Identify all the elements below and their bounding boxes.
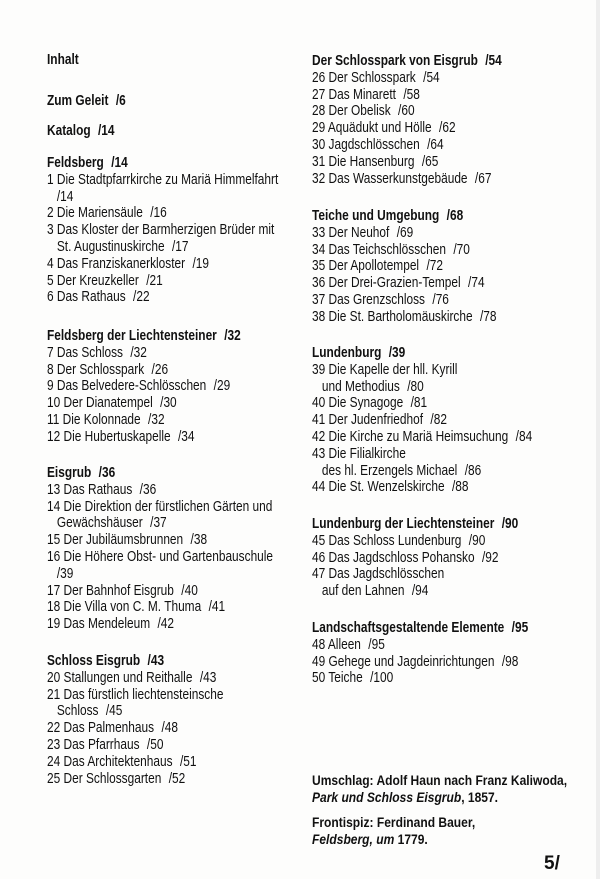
toc-entry — [312, 242, 497, 259]
toc-section — [47, 328, 241, 446]
entry-title: 38 Die St. Bartholomäuskirche — [312, 308, 473, 325]
toc-section — [47, 52, 79, 69]
entry-title: 14 Die Direktion der fürstlichen Gärten und — [47, 498, 273, 515]
toc-entry — [47, 289, 278, 306]
frontispiece-artwork-title: Feldsberg, um — [312, 831, 395, 847]
entry-title: 21 Das fürstlich liechtensteinsche — [47, 686, 224, 703]
toc-entry — [312, 154, 502, 171]
entry-title: 37 Das Grenzschloss — [312, 291, 426, 308]
toc-entry — [312, 379, 532, 396]
entry-title: Gewächshäuser — [56, 515, 143, 532]
entry-title: 31 Die Hansenburg — [312, 153, 415, 170]
toc-entry — [47, 549, 273, 566]
toc-entry — [312, 533, 518, 550]
section-heading — [47, 155, 278, 172]
toc-entry — [312, 637, 528, 654]
page-number: 5/ — [544, 853, 560, 874]
entry-page: /70 — [453, 241, 470, 258]
entry-page: /41 — [208, 599, 226, 616]
entry-title: 17 Der Bahnhof Eisgrub — [47, 582, 174, 599]
entry-page: /100 — [370, 670, 394, 687]
entry-page: /43 — [199, 669, 217, 686]
entry-title: 18 Die Villa von C. M. Thuma — [47, 599, 202, 616]
section-page: /90 — [501, 516, 519, 532]
entry-page: /78 — [479, 308, 497, 325]
toc-entry — [47, 345, 241, 362]
entry-page: /36 — [139, 481, 157, 498]
cover-credit-label: Umschlag: Adolf Haun nach Franz Kaliwoda, — [312, 772, 568, 788]
section-title: Feldsberg — [47, 155, 104, 171]
toc-entry — [312, 225, 497, 242]
entry-title: 32 Das Wasserkunstgebäude — [312, 170, 468, 187]
toc-entry — [47, 670, 223, 687]
entry-page: /98 — [501, 653, 519, 670]
toc-section — [47, 123, 115, 140]
cover-credit — [312, 772, 567, 806]
toc-entry — [312, 103, 502, 120]
toc-entry — [312, 258, 497, 275]
toc-section — [47, 465, 273, 633]
toc-entry — [312, 463, 532, 480]
entry-title: 25 Der Schlossgarten — [47, 770, 162, 787]
frontispiece-credit-label: Frontispiz: Ferdinand Bauer, — [312, 814, 476, 830]
section-page: /54 — [485, 53, 502, 69]
section-heading — [47, 123, 115, 140]
entry-title: 34 Das Teichschlösschen — [312, 241, 446, 258]
toc-section — [47, 653, 223, 787]
toc-section — [312, 620, 528, 687]
entry-title: 22 Das Palmenhaus — [47, 720, 155, 737]
toc-entry — [47, 499, 273, 516]
toc-entry — [47, 532, 273, 549]
toc-entry — [47, 616, 273, 633]
section-heading — [47, 93, 126, 110]
toc-entry — [47, 378, 241, 395]
entry-page: /34 — [177, 428, 195, 445]
toc-entry — [312, 275, 497, 292]
entry-title: 28 Der Obelisk — [312, 103, 391, 120]
cover-artwork-title: Park und Schloss Eisgrub — [312, 789, 462, 805]
cover-year: , 1857. — [461, 789, 499, 805]
entry-page: /38 — [190, 532, 208, 549]
section-title: Lundenburg — [312, 345, 382, 361]
toc-section — [312, 53, 502, 187]
entry-title: 6 Das Rathaus — [47, 289, 126, 306]
toc-entry — [47, 205, 278, 222]
toc-entry — [47, 222, 278, 239]
entry-page: /84 — [515, 428, 533, 445]
entry-page: /16 — [150, 205, 167, 222]
toc-section — [47, 155, 278, 306]
entry-page: /90 — [468, 532, 486, 549]
toc-entry — [47, 273, 278, 290]
entry-title: 41 Der Judenfriedhof — [312, 412, 424, 429]
entry-title: 40 Die Synagoge — [312, 395, 404, 412]
toc-entry — [312, 395, 532, 412]
entry-page: /29 — [213, 378, 231, 395]
entry-page: /69 — [396, 224, 414, 241]
entry-title: 39 Die Kapelle der hll. Kyrill — [312, 361, 458, 378]
toc-entry — [47, 599, 273, 616]
toc-entry — [47, 395, 241, 412]
toc-entry — [312, 120, 502, 137]
entry-page: /52 — [168, 770, 186, 787]
entry-page: /88 — [451, 479, 469, 496]
entry-title: Schloss — [56, 703, 99, 720]
toc-entry — [312, 429, 532, 446]
toc-entry — [312, 446, 532, 463]
section-title: Landschaftsgestaltende Elemente — [312, 620, 505, 636]
entry-title: 9 Das Belvedere-Schlösschen — [47, 378, 207, 395]
entry-page: /17 — [171, 238, 189, 255]
entry-page: /92 — [481, 549, 499, 566]
section-title: Inhalt — [47, 52, 79, 68]
section-title: Der Schlosspark von Eisgrub — [312, 53, 478, 69]
entry-page: /82 — [430, 412, 447, 429]
entry-title: 47 Das Jagdschlösschen — [312, 566, 445, 583]
entry-title: 16 Die Höhere Obst- und Gartenbauschule — [47, 548, 274, 565]
section-heading — [47, 328, 241, 345]
section-page: /95 — [511, 620, 529, 636]
toc-entry — [312, 70, 502, 87]
section-page: /43 — [147, 653, 165, 669]
entry-title: 26 Der Schlosspark — [312, 69, 416, 86]
frontispiece-year: 1779. — [394, 831, 428, 847]
toc-entry — [312, 309, 497, 326]
entry-page: /74 — [468, 275, 485, 292]
section-page: /14 — [97, 123, 115, 139]
entry-page: /64 — [427, 136, 444, 153]
entry-title: 10 Der Dianatempel — [47, 395, 153, 412]
toc-entry — [47, 482, 273, 499]
section-page: /68 — [446, 208, 464, 224]
toc-entry — [312, 479, 532, 496]
toc-entry — [47, 362, 241, 379]
section-page: /14 — [111, 155, 128, 171]
section-heading — [312, 208, 497, 225]
entry-title: 2 Die Mariensäule — [47, 205, 143, 222]
entry-title: 30 Jagdschlösschen — [312, 136, 420, 153]
toc-entry — [312, 362, 532, 379]
section-title: Lundenburg der Liechtensteiner — [312, 516, 495, 532]
section-title: Schloss Eisgrub — [47, 653, 141, 669]
entry-page: /54 — [423, 69, 440, 86]
entry-title: auf den Lahnen — [321, 583, 405, 600]
entry-title: 12 Die Hubertuskapelle — [47, 428, 171, 445]
toc-entry — [47, 737, 223, 754]
entry-page: /21 — [146, 272, 163, 289]
entry-title: 48 Alleen — [312, 636, 361, 653]
entry-title: 33 Der Neuhof — [312, 224, 390, 241]
toc-entry — [312, 566, 518, 583]
toc-entry — [47, 515, 273, 532]
entry-title: 4 Das Franziskanerkloster — [47, 255, 186, 272]
entry-title: 13 Das Rathaus — [47, 481, 133, 498]
section-title: Teiche und Umgebung — [312, 208, 440, 224]
section-page: /32 — [224, 328, 241, 344]
section-title: Katalog — [47, 123, 91, 139]
entry-page: /62 — [439, 120, 456, 137]
toc-entry — [312, 550, 518, 567]
entry-page: /94 — [411, 583, 429, 600]
toc-entry — [312, 583, 518, 600]
entry-page: /39 — [56, 565, 74, 582]
entry-title: 7 Das Schloss — [47, 344, 124, 361]
entry-title: 50 Teiche — [312, 670, 363, 687]
entry-page: /26 — [151, 361, 169, 378]
entry-page: /37 — [150, 515, 167, 532]
entry-page: /32 — [148, 411, 165, 428]
entry-page: /19 — [192, 255, 210, 272]
toc-entry — [47, 412, 241, 429]
section-heading — [312, 620, 528, 637]
toc-entry — [47, 720, 223, 737]
entry-title: 5 Der Kreuzkeller — [47, 272, 139, 289]
entry-page: /95 — [368, 636, 385, 653]
entry-title: 23 Das Pfarrhaus — [47, 736, 140, 753]
entry-title: 20 Stallungen und Reithalle — [47, 669, 193, 686]
entry-title: St. Augustinuskirche — [56, 238, 165, 255]
toc-entry — [47, 687, 223, 704]
toc-entry — [47, 189, 278, 206]
entry-title: 43 Die Filialkirche — [312, 445, 406, 462]
section-title: Feldsberg der Liechtensteiner — [47, 328, 217, 344]
entry-page: /81 — [410, 395, 428, 412]
toc-entry — [47, 754, 223, 771]
entry-page: /48 — [161, 720, 178, 737]
toc-entry — [312, 87, 502, 104]
toc-entry — [312, 171, 502, 188]
toc-entry — [312, 654, 528, 671]
toc-entry — [47, 256, 278, 273]
section-heading — [312, 516, 518, 533]
section-heading — [47, 465, 273, 482]
entry-page: /58 — [403, 86, 420, 103]
toc-section — [312, 208, 497, 326]
section-heading — [47, 52, 79, 69]
toc-entry — [47, 583, 273, 600]
entry-page: /30 — [160, 395, 177, 412]
entry-title: 24 Das Architektenhaus — [47, 753, 173, 770]
entry-title: 19 Das Mendeleum — [47, 616, 151, 633]
entry-page: /42 — [157, 616, 175, 633]
toc-entry — [312, 670, 528, 687]
section-title: Zum Geleit — [47, 93, 109, 109]
toc-entry — [47, 703, 223, 720]
entry-title: 42 Die Kirche zu Mariä Heimsuchung — [312, 428, 509, 445]
section-heading — [312, 53, 502, 70]
toc-entry — [47, 429, 241, 446]
section-heading — [312, 345, 532, 362]
entry-page: /45 — [105, 703, 123, 720]
section-title: Eisgrub — [47, 465, 92, 481]
toc-entry — [47, 771, 223, 788]
toc-entry — [47, 566, 273, 583]
entry-title: 1 Die Stadtpfarrkirche zu Mariä Himmelfahrt — [47, 171, 279, 188]
entry-page: /50 — [146, 736, 164, 753]
entry-page: /80 — [407, 378, 424, 395]
entry-title: und Methodius — [321, 378, 400, 395]
toc-entry — [312, 292, 497, 309]
entry-title: 44 Die St. Wenzelskirche — [312, 479, 445, 496]
entry-title: 15 Der Jubiläumsbrunnen — [47, 532, 184, 549]
entry-page: /67 — [474, 170, 492, 187]
section-heading — [47, 653, 223, 670]
toc-section — [312, 516, 518, 600]
entry-page: /60 — [398, 103, 415, 120]
toc-section — [312, 345, 532, 496]
section-page: /6 — [115, 93, 126, 109]
entry-title: 46 Das Jagdschloss Pohansko — [312, 549, 475, 566]
entry-title: 36 Der Drei-Grazien-Tempel — [312, 275, 461, 292]
entry-title: 11 Die Kolonnade — [47, 411, 141, 428]
entry-page: /14 — [56, 188, 74, 205]
entry-page: /51 — [179, 753, 197, 770]
entry-page: /32 — [130, 344, 147, 361]
entry-title: 29 Aquädukt und Hölle — [312, 120, 432, 137]
frontispiece-credit — [312, 814, 475, 848]
entry-page: /72 — [426, 258, 443, 275]
entry-title: 49 Gehege und Jagdeinrichtungen — [312, 653, 495, 670]
page-edge — [596, 0, 600, 879]
toc-entry — [312, 412, 532, 429]
entry-page: /22 — [133, 289, 150, 306]
entry-title: 45 Das Schloss Lundenburg — [312, 532, 462, 549]
toc-entry — [312, 137, 502, 154]
toc-section — [47, 93, 126, 110]
entry-title: 35 Der Apollotempel — [312, 258, 420, 275]
section-page: /36 — [98, 465, 116, 481]
toc-entry — [47, 172, 278, 189]
entry-page: /40 — [181, 582, 198, 599]
entry-title: des hl. Erzengels Michael — [321, 462, 458, 479]
entry-page: /76 — [432, 291, 449, 308]
entry-title: 8 Der Schlosspark — [47, 361, 145, 378]
toc-entry — [47, 239, 278, 256]
section-page: /39 — [388, 345, 406, 361]
entry-title: 3 Das Kloster der Barmherzigen Brüder mit — [47, 222, 275, 239]
entry-page: /86 — [464, 462, 482, 479]
entry-page: /65 — [421, 153, 439, 170]
entry-title: 27 Das Minarett — [312, 86, 396, 103]
